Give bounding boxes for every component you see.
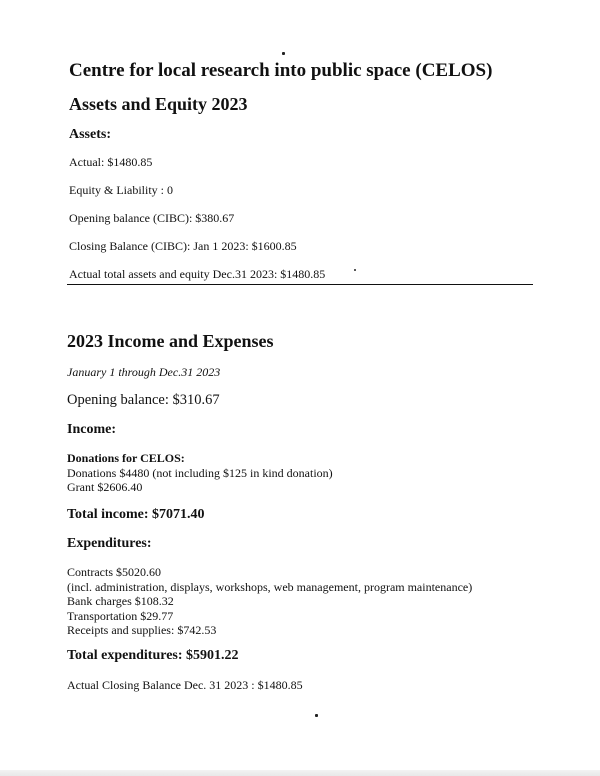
grant-line: Grant $2606.40 <box>67 480 143 494</box>
assets-line-actual: Actual: $1480.85 <box>69 155 153 169</box>
donations-line: Donations $4480 (not including $125 in kind donation) <box>67 465 333 480</box>
total-expenditures: Total expenditures: $5901.22 <box>67 648 239 663</box>
assets-line-equity-liability: Equity & Liability : 0 <box>69 183 173 197</box>
income-heading: Income: <box>67 422 116 437</box>
scan-bottom-edge <box>0 770 600 776</box>
total-income: Total income: $7071.40 <box>67 507 205 522</box>
expenditure-receipts-supplies: Receipts and supplies: $742.53 <box>67 623 217 637</box>
donations-heading: Donations for CELOS: <box>67 451 185 465</box>
assets-line-opening-balance: Opening balance (CIBC): $380.67 <box>69 211 235 225</box>
assets-line-total: Actual total assets and equity Dec.31 2023: $1480.85 <box>69 267 326 281</box>
expenditure-transportation: Transportation $29.77 <box>67 608 174 623</box>
closing-balance: Actual Closing Balance Dec. 31 2023 : $1480.85 <box>67 678 303 692</box>
assets-title: Assets and Equity 2023 <box>69 94 248 114</box>
section-divider <box>67 284 533 285</box>
assets-line-closing-balance: Closing Balance (CIBC): Jan 1 2023: $1600.85 <box>69 239 297 253</box>
expenditure-bank-charges: Bank charges $108.32 <box>67 594 174 608</box>
expenditure-contracts: Contracts $5020.60 <box>67 565 161 579</box>
expenditure-contracts-note: (incl. administration, displays, workshops, web management, program maintenance) <box>67 579 473 594</box>
opening-balance: Opening balance: $310.67 <box>67 392 220 408</box>
expenditures-block <box>67 565 472 638</box>
income-expenses-title: 2023 Income and Expenses <box>67 331 274 351</box>
expenditures-heading: Expenditures: <box>67 536 152 551</box>
assets-heading: Assets: <box>69 127 111 142</box>
scan-speck <box>282 52 285 55</box>
org-title: Centre for local research into public space (CELOS) <box>69 60 493 81</box>
donations-block <box>67 451 333 495</box>
scan-speck <box>354 269 356 271</box>
period-text: January 1 through Dec.31 2023 <box>67 365 221 379</box>
scan-speck <box>315 714 318 717</box>
